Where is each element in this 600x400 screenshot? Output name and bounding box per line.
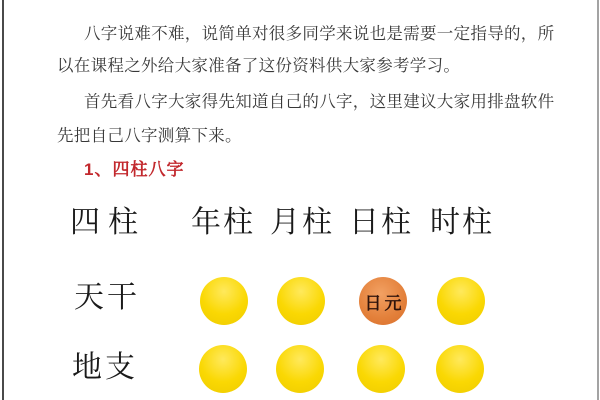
paragraph-2-line-2: 先把自己八字测算下来。 — [57, 127, 242, 145]
day-master-label: 日元 — [364, 293, 405, 314]
page-right-border — [597, 0, 599, 400]
stem-circle-day-master — [359, 277, 407, 325]
branch-circle-day — [357, 345, 405, 393]
stem-circle-hour — [437, 277, 485, 325]
stem-circle-year — [200, 277, 248, 325]
column-header-hour-pillar: 时柱 — [430, 205, 494, 240]
column-header-year-pillar: 年柱 — [191, 205, 255, 240]
branch-circle-hour — [436, 345, 484, 393]
pillar-table-corner-label: 四柱 — [70, 205, 146, 240]
row-label-heavenly-stems: 天干 — [74, 280, 140, 315]
page-left-border — [2, 0, 4, 400]
stem-circle-month — [277, 277, 325, 325]
branch-circle-year — [199, 345, 247, 393]
paragraph-1-line-2: 以在课程之外给大家准备了这份资料供大家参考学习。 — [57, 57, 461, 75]
paragraph-2-line-1: 首先看八字大家得先知道自己的八字，这里建议大家用排盘软件 — [84, 93, 555, 111]
column-header-month-pillar: 月柱 — [270, 205, 334, 240]
row-label-earthly-branches: 地支 — [72, 350, 138, 385]
branch-circle-month — [276, 345, 324, 393]
column-header-day-pillar: 日柱 — [349, 205, 413, 240]
section-heading: 1、四柱八字 — [84, 160, 185, 179]
paragraph-1-line-1: 八字说难不难，说简单对很多同学来说也是需要一定指导的，所 — [84, 25, 555, 43]
